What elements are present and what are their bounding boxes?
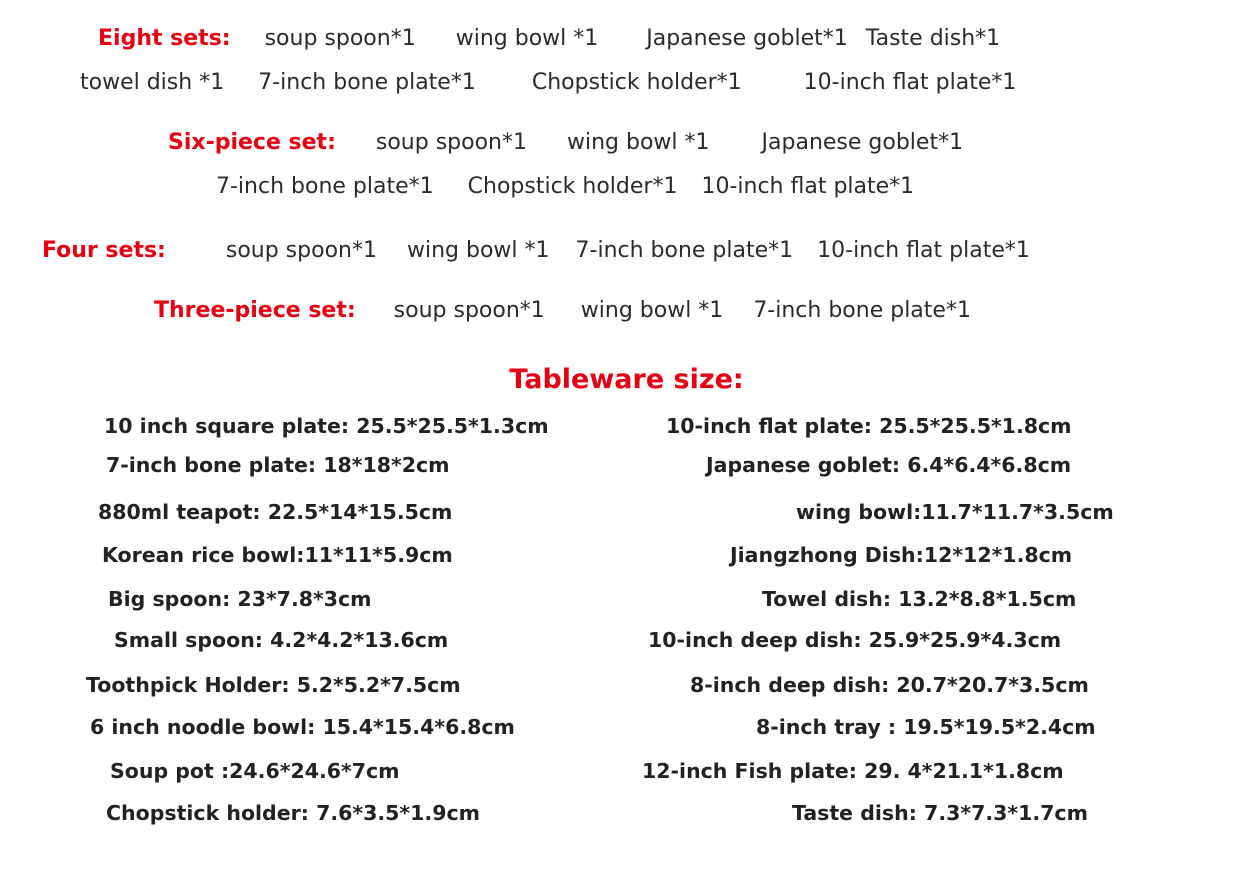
six-piece-set-label: Six-piece set: xyxy=(168,130,336,155)
set-item: 10-inch flat plate*1 xyxy=(701,174,915,199)
three-piece-set-line xyxy=(154,296,971,326)
size-item-left: 6 inch noodle bowl: 15.4*15.4*6.8cm xyxy=(90,715,515,739)
set-item: wing bowl *1 xyxy=(406,238,550,263)
set-item: 10-inch flat plate*1 xyxy=(803,70,1017,95)
four-sets-label: Four sets: xyxy=(42,238,166,263)
set-item: Japanese goblet*1 xyxy=(761,130,964,155)
set-item: 7-inch bone plate*1 xyxy=(216,174,434,199)
set-item: wing bowl *1 xyxy=(580,298,724,323)
set-item: soup spoon*1 xyxy=(264,26,416,51)
set-item: wing bowl *1 xyxy=(455,26,599,51)
set-item: wing bowl *1 xyxy=(567,130,710,155)
tableware-size-title: Tableware size: xyxy=(509,364,744,395)
size-item-right: 12-inch Fish plate: 29. 4*21.1*1.8cm xyxy=(642,759,1064,783)
set-item: 7-inch bone plate*1 xyxy=(575,238,794,263)
three-piece-set-label: Three-piece set: xyxy=(154,298,356,323)
size-item-left: Small spoon: 4.2*4.2*13.6cm xyxy=(114,628,449,652)
set-item: 7-inch bone plate*1 xyxy=(258,70,476,95)
set-item: soup spoon*1 xyxy=(393,298,545,323)
set-item: 7-inch bone plate*1 xyxy=(753,298,971,323)
set-item: soup spoon*1 xyxy=(375,130,527,155)
size-item-left: Big spoon: 23*7.8*3cm xyxy=(108,587,372,611)
size-item-left: 7-inch bone plate: 18*18*2cm xyxy=(106,453,450,477)
set-item: Chopstick holder*1 xyxy=(531,70,742,95)
size-item-left: 880ml teapot: 22.5*14*15.5cm xyxy=(98,500,453,524)
set-item: soup spoon*1 xyxy=(225,238,377,263)
size-item-right: wing bowl:11.7*11.7*3.5cm xyxy=(796,500,1114,524)
size-item-right: Jiangzhong Dish:12*12*1.8cm xyxy=(730,543,1073,567)
size-item-right: Japanese goblet: 6.4*6.4*6.8cm xyxy=(706,453,1072,477)
eight-sets-label: Eight sets: xyxy=(98,26,231,51)
size-item-left: Soup pot :24.6*24.6*7cm xyxy=(110,759,400,783)
size-item-left: 10 inch square plate: 25.5*25.5*1.3cm xyxy=(104,414,549,438)
size-item-right: Towel dish: 13.2*8.8*1.5cm xyxy=(762,587,1077,611)
four-sets-line xyxy=(42,236,1030,266)
set-item: Japanese goblet*1 xyxy=(646,26,848,51)
size-item-right: 10-inch flat plate: 25.5*25.5*1.8cm xyxy=(666,414,1072,438)
eight-sets-line-2 xyxy=(80,68,1016,98)
set-item: towel dish *1 xyxy=(80,70,225,95)
six-piece-set-line-1 xyxy=(168,128,963,158)
set-item: Taste dish*1 xyxy=(865,26,1001,51)
size-item-left: Korean rice bowl:11*11*5.9cm xyxy=(102,543,453,567)
size-item-right: Taste dish: 7.3*7.3*1.7cm xyxy=(792,801,1088,825)
size-item-right: 10-inch deep dish: 25.9*25.9*4.3cm xyxy=(648,628,1062,652)
size-item-left: Chopstick holder: 7.6*3.5*1.9cm xyxy=(106,801,480,825)
size-item-left: Toothpick Holder: 5.2*5.2*7.5cm xyxy=(86,673,461,697)
size-item-right: 8-inch deep dish: 20.7*20.7*3.5cm xyxy=(690,673,1089,697)
six-piece-set-line-2 xyxy=(216,172,914,202)
set-item: Chopstick holder*1 xyxy=(467,174,678,199)
set-item: 10-inch flat plate*1 xyxy=(817,238,1030,263)
size-item-right: 8-inch tray : 19.5*19.5*2.4cm xyxy=(756,715,1096,739)
eight-sets-line-1 xyxy=(98,24,1000,54)
